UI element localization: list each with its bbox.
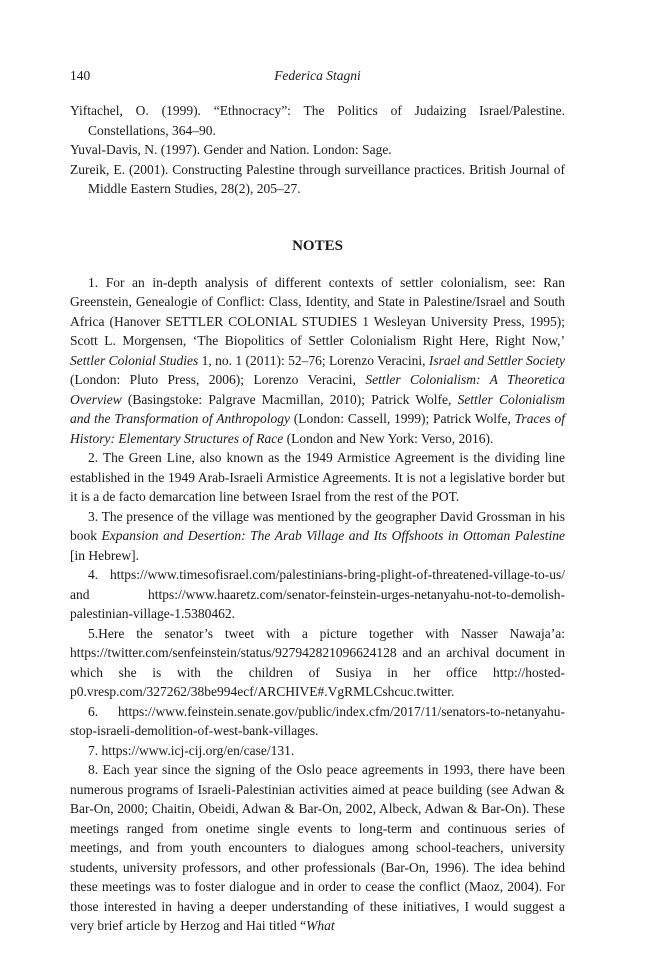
running-head-author: Federica Stagni <box>274 68 361 83</box>
note-italic-text: Israel and Settler Society <box>428 352 565 368</box>
reference-entry: Yuval-Davis, N. (1997). Gender and Nation. London: Sage. <box>70 142 392 157</box>
note-text: (Basingstoke: Palgrave Macmillan, 2010); Patrick Wolfe, <box>121 391 458 407</box>
note-italic-text: Settler Colonialism: A Theoretica Overview <box>70 372 565 407</box>
note-4 <box>70 565 565 624</box>
notes-heading: NOTES <box>292 237 343 254</box>
note-text: (London: Cassell, 1999); Patrick Wolfe, <box>289 411 515 426</box>
note-7 <box>70 741 565 761</box>
note-3 <box>70 507 565 566</box>
note-text: 3. The presence of the village was mentioned by the geographer David Grossman in his book <box>70 508 565 543</box>
note-text: [in Hebrew]. <box>70 547 139 563</box>
note-8 <box>70 760 565 936</box>
book-page <box>70 66 565 936</box>
note-italic-text: Settler Colonialism and the Transformation of Anthropology <box>70 391 565 426</box>
note-italic-text: What <box>306 918 335 933</box>
note-italic-text: Traces of History: Elementary Structures of Race <box>70 411 565 446</box>
reference-entry: Zureik, E. (2001). Constructing Palestine through surveillance practices. British Journal of Middle Eastern Studies, 28(2), 205–27. <box>70 161 565 196</box>
note-text: 4. https://www.timesofisrael.com/palestinians-bring-plight-of-threatened-village-to-us/ and https://www.haaretz.com/senator-feinstein-urges-netanyahu-not-to-demolish-palestinian-village-1.5380462. <box>70 567 565 621</box>
reference-list <box>70 101 565 199</box>
note-text: (London and New York: Verso, 2016). <box>283 430 494 446</box>
note-italic-text: Settler Colonial Studies <box>70 352 199 368</box>
note-2 <box>70 448 565 507</box>
note-5 <box>70 624 565 702</box>
note-text: 8. Each year since the signing of the Oslo peace agreements in 1993, there have been numerous programs of Israeli-Palestinian activities aimed at peace building (see Adwan & Bar-On, 2000; Chaitin, Obeidi, Adwan & Bar-On, 2002, Albeck, Adwan & Bar-On). These meetings ranged from onetime single events to long-term and continuous series of meetings, and from youth encounters to dialogues among school-teachers, university students, university professors, and other professionals (Bar-On, 1996). The idea behind these meetings was to foster dialogue and in order to cease the conflict (Maoz, 2004). For those interested in having a deeper understanding of these initiatives, I would suggest a very brief article by Herzog and Hai titled “ <box>70 762 565 933</box>
note-text: 5.Here the senator’s tweet with a picture together with Nasser Nawaja’a: https://twitter.com/senfeinstein/status/927942821096624128 and an archival document in which she is with the children of Susiya in her office http://hosted-p0.vresp.com/327262/38be994ecf/ARCHIVE#.VgRMLCshcuc.twitter. <box>70 625 565 699</box>
note-text: (London: Pluto Press, 2006); Lorenzo Veracini, <box>70 372 366 387</box>
note-text: 7. https://www.icj-cij.org/en/case/131. <box>88 742 295 758</box>
note-text: 6. https://www.feinstein.senate.gov/public/index.cfm/2017/11/senators-to-netanyahu-stop-israeli-demolition-of-west-bank-villages. <box>70 703 565 738</box>
note-italic-text: Expansion and Desertion: The Arab Village and Its Offshoots in Ottoman Palestine <box>101 528 565 543</box>
page-number: 140 <box>70 68 91 83</box>
note-1 <box>70 273 565 449</box>
note-text: 1. For an in-depth analysis of different contexts of settler colonialism, see: Ran Greenstein, Genealogie of Conflict: Class, Identity, and State in Palestine/Israel and South Africa (Hanover SETTLER COLONIAL STUDIES 1 Wesleyan University Press, 1995); Scott L. Morgensen, ‘The Biopolitics of Settler Colonialism Right Here, Right Now,’ <box>70 274 565 348</box>
running-head <box>70 66 565 86</box>
note-text: 1, no. 1 (2011): 52–76; Lorenzo Veracini, <box>198 352 429 368</box>
reference-entry: Yiftachel, O. (1999). “Ethnocracy”: The Politics of Judaizing Israel/Palestine. Constellations, 364–90. <box>70 103 565 138</box>
notes-list <box>70 273 565 936</box>
note-text: 2. The Green Line, also known as the 1949 Armistice Agreement is the dividing line established in the 1949 Arab-Israeli Armistice Agreements. It is not a legislative border but it is a de facto demarcation line between Israel from the rest of the POT. <box>70 450 565 504</box>
note-6 <box>70 702 565 741</box>
